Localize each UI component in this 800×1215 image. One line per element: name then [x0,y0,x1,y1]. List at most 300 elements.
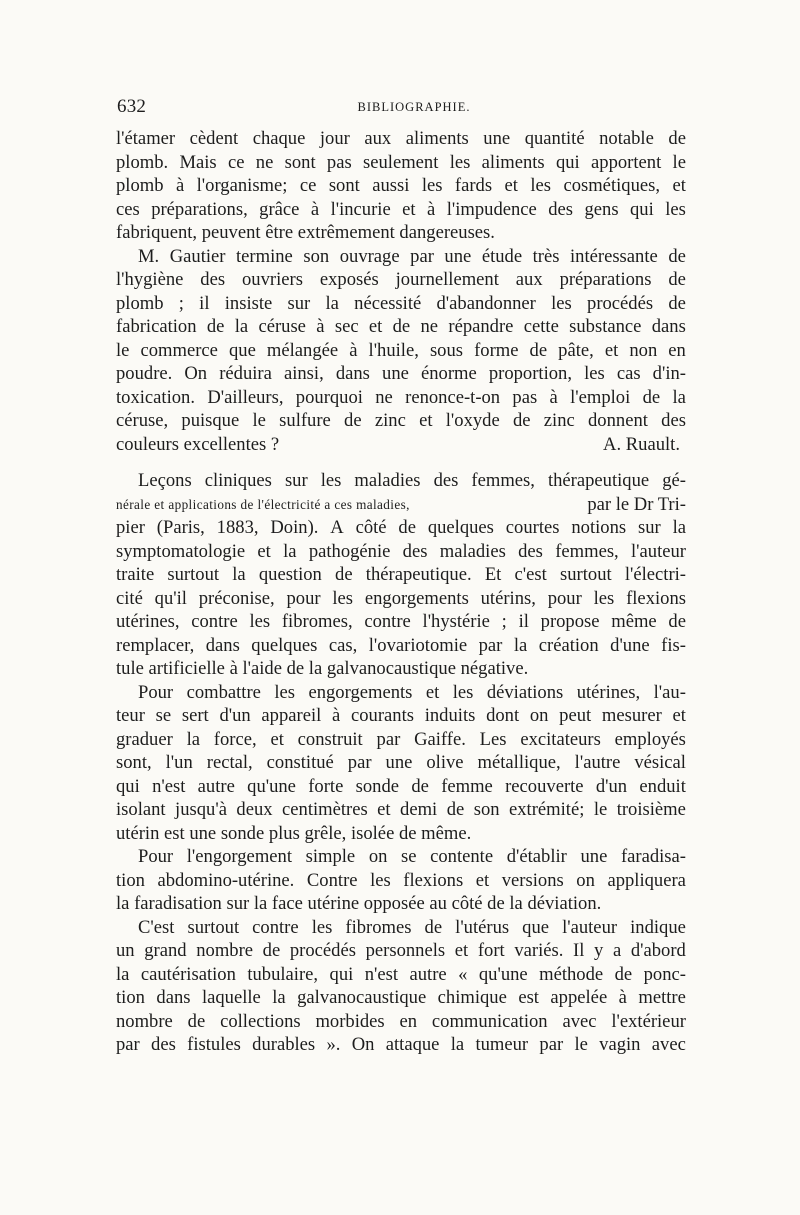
word: l'au- [653,681,686,703]
word: ; [178,292,184,314]
word: donnent [588,410,648,431]
word: Contre [306,869,358,891]
text-line [116,845,686,869]
word: l'étamer [116,128,176,149]
word: de [411,775,429,797]
word: de [642,386,661,408]
word: traite [116,564,155,585]
word: sur [284,470,308,491]
word: se [401,846,417,867]
word: Pour [138,846,174,867]
word: par [478,634,503,656]
word: deux [236,799,273,820]
word: de [614,963,633,985]
text-line [116,433,686,457]
word: la [672,517,686,538]
word: l'électri- [624,564,686,585]
word: demi [400,799,438,820]
word: la [513,634,528,656]
word: Mais [179,151,217,173]
word: avec [651,1034,686,1055]
word: chaque [252,128,306,149]
word: cas [616,363,641,384]
word: contre [364,611,411,632]
word: courants [351,705,414,726]
word: on [368,846,388,867]
text-line: fabriquent, peuvent être extrêmement dangereuses. [116,222,495,243]
word: et [257,540,271,562]
word: l'emploi [570,386,631,408]
word: qu'une [247,775,296,797]
word: a [612,940,622,961]
word: aux [364,128,392,149]
word: la [186,728,200,750]
word: apportent [591,151,662,173]
word: une [382,363,409,384]
word: cosmétiques, [563,175,661,196]
word: force, [213,728,257,750]
word: répandre [448,316,514,337]
word: nombre [196,940,254,961]
word: simple [305,846,356,867]
word: On [184,363,208,384]
word: utérins, [480,587,536,609]
word: 1883, [216,517,259,538]
word: l'utérus [455,916,510,938]
word: l'extérieur [611,1010,686,1032]
entry-title-line [116,469,686,493]
word: et [368,316,383,337]
word: qu'une [478,963,528,985]
word: communication [431,1010,548,1032]
word: cité [116,587,143,609]
word: de [392,316,411,337]
word: Doin). [270,517,319,538]
word: aliments [405,128,469,149]
word: puisque [181,410,240,431]
author-signature: A. Ruault. [603,433,680,455]
word: combattre [186,681,261,703]
text-line [116,540,686,564]
word: des [548,198,574,220]
word: on [529,705,549,726]
word: des [433,470,459,491]
word: son [303,245,330,267]
text-line [116,751,686,775]
word: par [376,728,401,750]
word: une [483,128,511,149]
word: que [228,339,256,361]
word: de [262,940,281,961]
word: thérapeutique [547,470,650,491]
word: côté [355,517,387,538]
word: y [594,940,604,961]
word: métallique, [477,752,561,773]
word: qu'il [154,587,187,609]
word: le [574,1034,588,1055]
word: et [419,410,433,431]
word: commerce [140,339,218,361]
word: engorgements [364,587,469,609]
word: de [398,517,416,538]
word: utérines, [116,611,180,632]
word: flexions [626,587,686,609]
word: courtes [505,517,560,538]
text-line: utérin est une sonde plus grêle, isolée de même. [116,822,472,844]
word: en [399,1010,418,1032]
word: des [402,540,428,562]
word: toxication. [116,386,196,408]
word: ponc- [643,963,686,985]
word: le [252,410,266,431]
word: forte [308,775,344,797]
word: intéressante [570,245,658,267]
word: quantité [524,128,585,149]
text-line [116,775,686,799]
text-line [116,1033,686,1057]
text-line [116,634,686,658]
word: la [672,386,686,408]
word: et [504,175,518,196]
word: sonde [355,775,400,797]
text-line [116,728,686,752]
word: renonce-t-on [405,386,501,408]
word: femme [441,775,493,797]
word: sont [328,175,360,196]
word: tubulaire, [247,963,319,985]
word: c'est [514,564,547,585]
page-number: 632 [117,96,147,117]
word: en [668,339,686,361]
word: céruse, [116,410,169,431]
entry-title-cont: nérale et applications de l'électricité a ces maladies, [116,496,410,512]
word: une [385,752,413,773]
word: gé- [662,470,686,491]
word: l'oxyde [445,410,500,431]
word: employés [614,728,686,750]
word: déviations [486,681,564,703]
word: notions [571,517,627,538]
word: attaque [385,1034,440,1055]
word: durables [252,1034,316,1055]
word: indique [630,916,686,938]
text-line [116,362,686,386]
entry-title-line [116,493,686,517]
text-line [116,681,686,705]
word: il [518,611,529,632]
word: grâce [259,198,300,220]
word: plomb. [116,151,169,173]
word: la [450,1034,465,1055]
word: versions [501,869,564,891]
word: constitué [266,752,334,773]
word: de [344,410,362,431]
word: à [332,705,341,726]
word: tion [116,869,145,891]
word: par [539,1034,564,1055]
running-head: BIBLIOGRAPHIE. [357,100,471,114]
word: Gaiffe. [414,728,466,750]
word: réduira [219,363,272,384]
text-line [116,986,686,1010]
word: vésical [634,752,686,773]
word: Il [573,940,585,961]
word: On [351,1034,375,1055]
word: nécessité [354,292,422,314]
word: et [425,681,440,703]
word: M. [138,245,160,267]
word: question [258,564,322,585]
word: pas [326,151,352,173]
section-gap [116,456,686,469]
word: faradisa- [620,846,686,867]
word: ouvriers [242,269,303,290]
word: par [116,1034,140,1055]
word: thérapeutique. [365,564,472,585]
word: des [661,410,686,431]
word: chimique [437,987,507,1008]
word: l'auteur [631,540,686,562]
word: fabrication [116,316,197,337]
word: des [518,540,543,562]
word: l'autre [574,752,621,773]
word: pier [116,517,145,538]
word: à [349,339,358,361]
word: ouvrage [339,245,400,267]
word: surtout [167,564,220,585]
word: termine [236,245,293,267]
word: par [347,752,372,773]
text-line [116,563,686,587]
text-line [116,245,686,269]
word: jour [319,128,350,149]
word: vagin [599,1034,641,1055]
word: est [518,987,539,1008]
word: et [377,799,391,820]
word: de [668,128,686,149]
word: fort [477,940,505,961]
word: de [668,269,686,290]
word: et [475,869,490,891]
word: seulement [363,151,439,173]
word: les [665,198,686,220]
word: pourquoi [295,386,363,408]
word: l'ovariotomie [368,634,468,656]
word: Gautier [169,245,226,267]
word: Et [484,564,502,585]
word: poudre. [116,363,173,384]
word: contente [430,846,494,867]
entry-author-prefix: par le Dr Tri- [587,493,686,515]
word: de [206,316,225,337]
word: n'est [364,963,399,985]
text-line [116,292,686,316]
word: fards [454,175,493,196]
word: d'établir [506,846,567,867]
word: à [175,175,185,196]
text-line [116,798,686,822]
closing-text: couleurs excellentes ? [116,433,280,455]
word: préparations, [151,198,248,220]
text-line [116,610,686,634]
word: quelques [251,634,318,656]
word: aussi [372,175,410,196]
word: céruse [258,316,306,337]
word: création [538,634,599,656]
word: journellement [395,269,499,290]
word: symptomatologie [116,540,246,562]
text-line [116,339,686,363]
word: pour [547,587,582,609]
word: aux [515,269,543,290]
word: de [512,410,531,431]
word: surtout [560,564,612,585]
word: construit [297,728,363,750]
paragraph-2 [116,245,686,457]
word: nombre [116,1010,173,1032]
word: plomb [116,175,164,196]
word: non [629,339,658,361]
word: utérines, [576,681,641,703]
word: C'est [138,916,175,938]
word: abdomino-utérine. [157,869,295,891]
word: très [532,245,560,267]
word: n'est [152,775,186,797]
word: recouverte [505,775,584,797]
word: l'organisme; [196,175,288,196]
word: son [473,799,500,820]
word: le [116,339,130,361]
word: de [446,799,465,820]
word: aliments [481,151,545,173]
word: dans [205,634,240,656]
word: la [325,292,339,314]
word: procédés [289,940,356,961]
word: les [311,916,333,938]
word: la [272,987,286,1008]
word: les [320,470,342,491]
word: de [668,611,686,632]
word: mettre [638,987,686,1008]
word: ne [375,386,393,408]
word: à [316,316,325,337]
word: et [454,940,469,961]
word: olive [426,752,464,773]
word: fis- [661,634,686,656]
word: d'une [610,634,650,656]
word: de [668,245,686,267]
word: les [584,363,605,384]
word: cette [523,316,559,337]
word: forme [474,339,519,361]
word: se [155,705,172,726]
word: peut [559,705,592,726]
word: zinc [374,410,406,431]
word: les [452,681,474,703]
word: la [234,316,249,337]
word: gens [584,198,619,220]
word: les [421,175,443,196]
word: morbides [315,1010,385,1032]
word: ces [116,198,140,220]
word: insiste [224,292,273,314]
word: qui [116,775,140,797]
word: de [335,564,353,585]
word: cèdent [189,128,239,149]
word: qui [329,963,354,985]
word: qui [630,198,654,220]
word: quelques [427,517,494,538]
word: fibromes, [281,611,353,632]
word: autre [197,775,235,797]
word: sur [287,292,311,314]
word: ce [299,175,317,196]
word: les [449,151,471,173]
text-line [116,151,686,175]
text-line [116,963,686,987]
word: procédés [587,292,654,314]
word: d'un [219,705,251,726]
word: dans [156,987,191,1008]
word: l'auteur [562,916,618,938]
text-line [116,198,686,222]
word: ne [420,316,439,337]
word: Leçons [138,470,192,491]
word: collections [220,1010,301,1032]
word: centimètres [282,799,368,820]
word: étude [481,245,523,267]
word: l'un [165,752,193,773]
word: « [458,963,468,985]
word: teur [116,705,145,726]
text-line [116,386,686,410]
word: par [410,245,434,267]
word: fistules [187,1034,241,1055]
word: pour [286,587,321,609]
text-line [116,916,686,940]
word: (Paris, [156,517,205,538]
text-line [116,127,686,151]
text-line [116,704,686,728]
word: surtout [187,916,240,938]
word: appelée [550,987,608,1008]
word: méthode [539,963,604,985]
word: appliquera [607,869,686,891]
word: fibromes [345,916,412,938]
word: isolant [116,799,166,820]
word: l'hygiène [116,269,184,290]
word: les [370,869,391,891]
word: à [427,198,436,220]
paragraph-5 [116,845,686,916]
word: de [424,916,443,938]
word: et [402,198,416,220]
word: autre [409,963,447,985]
text-line [116,939,686,963]
word: avec [562,1010,597,1032]
word: il [199,292,210,314]
word: les [593,587,615,609]
text-line [116,315,686,339]
word: l'huile, [368,339,419,361]
word: troisième [616,799,686,820]
word: les [332,587,354,609]
word: et [270,728,284,750]
text-line [116,268,686,292]
word: et [604,339,619,361]
word: substance [569,316,642,337]
word: rectal, [206,752,253,773]
